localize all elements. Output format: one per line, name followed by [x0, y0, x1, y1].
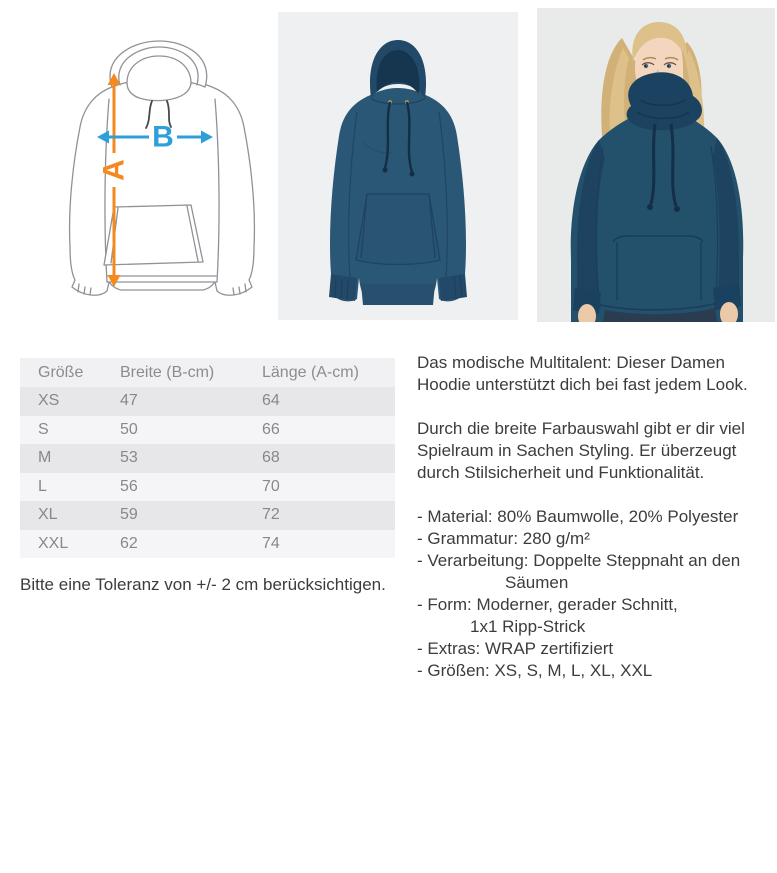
spec-grammatur: - Grammatur: 280 g/m²	[417, 529, 590, 548]
tolerance-note: Bitte eine Toleranz von +/- 2 cm berücksichtigen.	[20, 575, 386, 594]
spec-form-continuation: 1x1 Ripp-Strick	[470, 617, 586, 636]
spec-extras: - Extras: WRAP zertifiziert	[417, 639, 614, 658]
spec-groessen: - Größen: XS, S, M, L, XL, XXL	[417, 661, 653, 680]
hoodie-line-drawing	[55, 35, 270, 315]
cell-laenge: 72	[262, 506, 280, 523]
col-header-breite: Breite (B-cm)	[120, 364, 215, 381]
spec-verarbeitung-continuation: Säumen	[505, 573, 569, 592]
table-row-xxl	[20, 530, 395, 559]
cell-breite: 59	[120, 506, 138, 523]
cell-laenge: 64	[262, 392, 280, 409]
cell-size: M	[38, 449, 52, 466]
hoodie-front-illustration	[278, 12, 518, 320]
label-a: A	[97, 159, 131, 181]
cell-laenge: 68	[262, 449, 280, 466]
cell-size: L	[38, 477, 47, 495]
table-row-xs	[20, 387, 395, 416]
model-illustration	[537, 8, 775, 322]
col-header-laenge: Länge (A-cm)	[262, 364, 359, 381]
cell-breite: 53	[120, 449, 138, 466]
size-table-header	[20, 358, 395, 387]
cell-size: XXL	[38, 534, 69, 552]
cell-breite: 62	[120, 534, 138, 552]
cell-breite: 47	[120, 392, 138, 409]
cell-breite: 50	[120, 420, 138, 438]
size-table	[20, 358, 395, 558]
cell-laenge: 70	[262, 477, 280, 495]
model-wearing-hoodie-photo[interactable]	[537, 8, 775, 322]
label-b: B	[152, 120, 174, 154]
table-row-m	[20, 444, 395, 473]
spec-verarbeitung: - Verarbeitung: Doppelte Steppnaht an den	[417, 551, 741, 570]
table-row-xl	[20, 501, 395, 530]
table-row-s	[20, 416, 395, 445]
cell-size: XS	[38, 392, 60, 409]
pocket-outline	[104, 205, 203, 265]
hoodie-front-photo[interactable]	[278, 12, 518, 320]
cell-size: XL	[38, 506, 58, 523]
cell-breite: 56	[120, 477, 138, 495]
spec-form: - Form: Moderner, gerader Schnitt,	[417, 595, 678, 614]
spec-material: - Material: 80% Baumwolle, 20% Polyester	[417, 507, 739, 526]
table-row-l	[20, 473, 395, 502]
description-paragraph: Das modische Multitalent: Dieser Damen Hoodie unterstützt dich bei fast jedem Look.	[417, 353, 748, 394]
product-description	[417, 352, 761, 682]
cell-laenge: 66	[262, 420, 280, 438]
col-header-groesse: Größe	[38, 364, 84, 381]
pocket	[356, 194, 440, 265]
hoodie-size-diagram-image[interactable]	[55, 35, 270, 315]
cell-laenge: 74	[262, 534, 280, 552]
description-paragraph: Durch die breite Farbauswahl gibt er dir viel Spielraum in Sachen Styling. Er überzeugt durch Stilsicherheit und Funktionalität.	[417, 419, 745, 482]
cell-size: S	[38, 420, 49, 438]
